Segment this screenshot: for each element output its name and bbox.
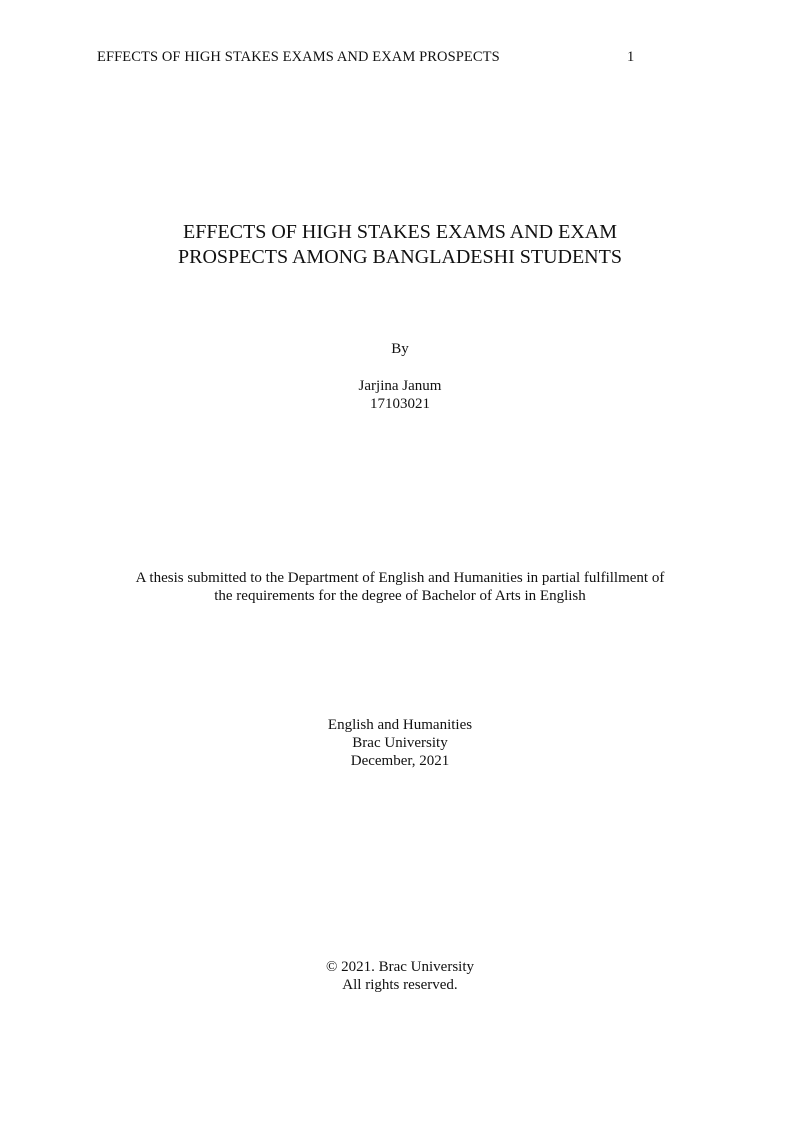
- thesis-statement-line-2: the requirements for the degree of Bachelor of Arts in English: [214, 588, 586, 604]
- department-name: English and Humanities: [327, 717, 473, 733]
- page-number: 1: [627, 49, 635, 65]
- university-name: Brac University: [352, 735, 448, 751]
- thesis-title-line-1: EFFECTS OF HIGH STAKES EXAMS AND EXAM: [182, 221, 617, 243]
- thesis-title-line-2: PROSPECTS AMONG BANGLADESHI STUDENTS: [178, 246, 622, 268]
- author-name: Jarjina Janum: [358, 378, 442, 394]
- institution-block: [0, 716, 800, 770]
- submission-date: December, 2021: [350, 753, 450, 769]
- running-head: EFFECTS OF HIGH STAKES EXAMS AND EXAM PROSPECTS: [97, 49, 500, 65]
- thesis-statement-line-1: A thesis submitted to the Department of English and Humanities in partial fulfillment of: [135, 570, 665, 586]
- student-id: 17103021: [370, 396, 430, 412]
- copyright-line: © 2021. Brac University: [325, 959, 475, 975]
- thesis-statement: [0, 569, 800, 605]
- author-block: [0, 377, 800, 413]
- byline-label: By: [391, 341, 409, 357]
- thesis-title: [0, 220, 800, 270]
- copyright-block: [0, 958, 800, 994]
- rights-reserved-line: All rights reserved.: [342, 977, 458, 993]
